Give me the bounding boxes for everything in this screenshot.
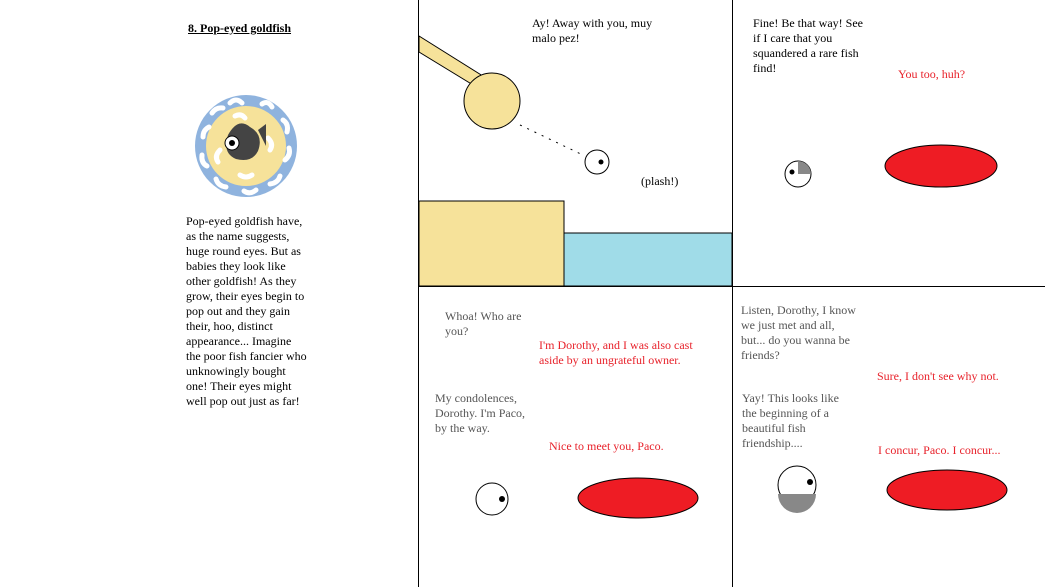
- pop-eyed-goldfish-badge-icon: [195, 95, 297, 197]
- panel3-line3: My condolences, Dorothy. I'm Paco, by the way.: [435, 391, 526, 435]
- panel3-artwork: [476, 478, 698, 518]
- panel3-line1: Whoa! Who are you?: [445, 309, 522, 338]
- panel2-artwork: [785, 145, 997, 187]
- panel1-artwork: [419, 36, 732, 286]
- panel3-line2: I'm Dorothy, and I was also cast aside by an ungrateful owner.: [539, 338, 693, 367]
- panel3-line4: Nice to meet you, Paco.: [549, 439, 664, 453]
- panel2-reply: You too, huh?: [898, 67, 966, 81]
- panel1-sfx: (plash!): [641, 174, 679, 188]
- panel-divider-left: [418, 0, 419, 587]
- panel4-line3: Yay! This looks like the beginning of a beautiful fish friendship....: [742, 391, 839, 450]
- panel1-speech: Ay! Away with you, muy malo pez!: [532, 16, 653, 45]
- panel4-artwork: [778, 466, 1007, 513]
- goldfish-description: Pop-eyed goldfish have, as the name suggests, huge round eyes. But as babies they look like other goldfish! As they grow, their eyes begin to pop out and they gain their, hoo, distinct appearance... Imagine the poor fish fancier who unknowingly bought one! Their eyes might well pop out just as far!: [186, 214, 307, 408]
- panel4-line2: Sure, I don't see why not.: [877, 369, 999, 383]
- panel-divider-middle: [732, 0, 733, 587]
- panel4-line4: I concur, Paco. I concur...: [878, 443, 1001, 457]
- panel2-speech: Fine! Be that way! See if I care that you squandered a rare fish find!: [753, 16, 863, 75]
- page-title: 8. Pop-eyed goldfish: [188, 21, 292, 35]
- panel4-line1: Listen, Dorothy, I know we just met and all, but... do you wanna be friends?: [741, 303, 856, 362]
- panel-divider-horizontal: [418, 286, 1045, 287]
